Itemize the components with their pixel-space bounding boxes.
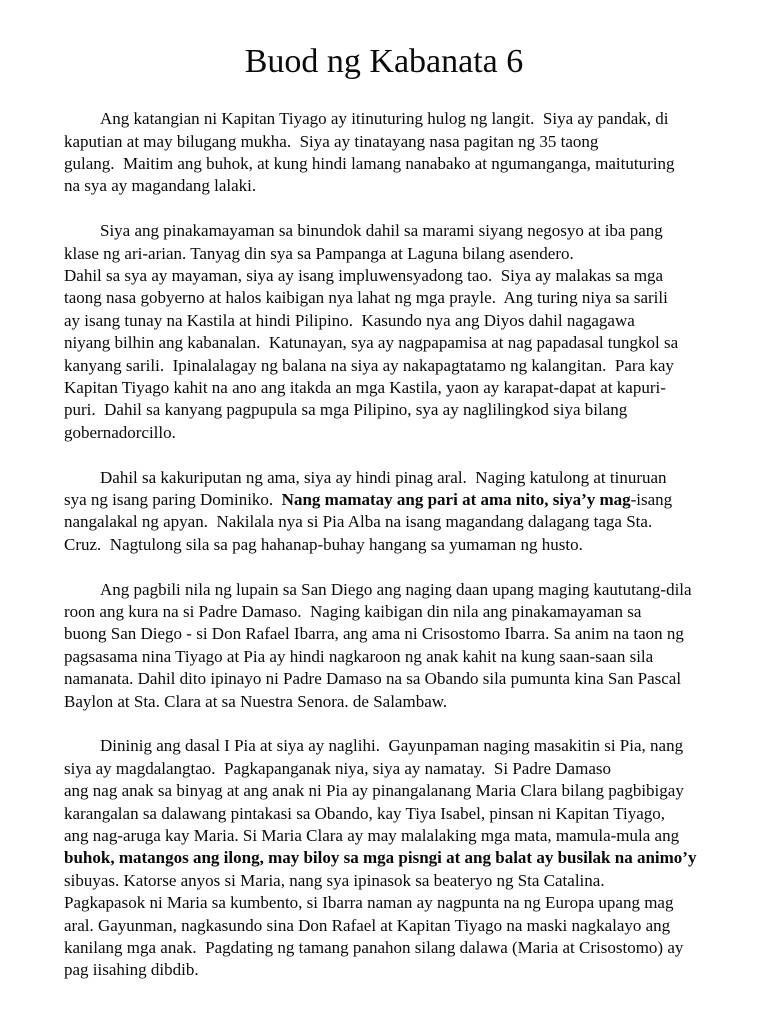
- document-body: [64, 108, 712, 982]
- text-segment: Siya ang pinakamayaman sa binundok dahil sa marami siyang negosyo at iba pang: [100, 221, 663, 241]
- text-segment: puri. Dahil sa kanyang pagpupula sa mga Pilipino, sya ay naglilingkod siya bilang: [64, 400, 628, 420]
- text-line: [64, 668, 712, 690]
- text-line: [64, 355, 712, 377]
- text-segment: karangalan sa dalawang pintakasi sa Obando, kay Tiya Isabel, pinsan ni Kapitan Tiyago,: [64, 803, 666, 823]
- bold-text-segment: buhok, matangos ang ilong, may biloy sa mga pisngi at ang balat ay busilak na animo’y: [64, 848, 697, 868]
- text-line: [64, 534, 712, 556]
- paragraph: [64, 579, 712, 713]
- paragraph: [64, 220, 712, 444]
- text-segment: siya ay magdalangtao. Pagkapanganak niya, siya ay namatay. Si Padre Damaso: [64, 758, 611, 778]
- text-line: [64, 870, 712, 892]
- paragraph: [64, 467, 712, 557]
- text-line: [64, 579, 712, 601]
- text-line: [64, 310, 712, 332]
- text-segment: Pagkapasok ni Maria sa kumbento, si Ibarra naman ay nagpunta na ng Europa upang mag: [64, 893, 674, 913]
- text-line: [64, 758, 712, 780]
- text-segment: Kapitan Tiyago kahit na ano ang itakda an mga Kastila, yaon ay karapat-dapat at kapuri-: [64, 377, 666, 397]
- text-line: [64, 601, 712, 623]
- text-line: [64, 220, 712, 242]
- text-segment: Dahil sa kakuriputan ng ama, siya ay hindi pinag aral. Naging katulong at tinuruan: [100, 467, 667, 487]
- text-segment: Dahil sa sya ay mayaman, siya ay isang impluwensyadong tao. Siya ay malakas sa mga: [64, 265, 664, 285]
- bold-text-segment: Nang mamatay ang pari at ama nito, siya’y mag: [281, 489, 631, 509]
- text-segment: nangalakal ng apyan. Nakilala nya si Pia Alba na isang magandang dalagang taga Sta.: [64, 512, 653, 532]
- document-title: Buod ng Kabanata 6: [244, 43, 524, 80]
- text-line: [64, 646, 712, 668]
- text-line: [64, 915, 712, 937]
- text-line: [64, 265, 712, 287]
- text-segment: ang nag anak sa binyag at ang anak ni Pia ay pinangalanang Maria Clara bilang pagbibigay: [64, 781, 684, 801]
- text-segment: kanyang sarili. Ipinalalagay ng balana na siya ay nakapagtatamo ng kalangitan. Para kay: [64, 355, 674, 375]
- text-segment: buong San Diego - si Don Rafael Ibarra, ang ama ni Crisostomo Ibarra. Sa anim na taon ng: [64, 624, 684, 644]
- text-line: [64, 803, 712, 825]
- text-line: [64, 825, 712, 847]
- text-segment: klase ng ari-arian. Tanyag din sya sa Pampanga at Laguna bilang asendero.: [64, 243, 574, 263]
- text-segment: gulang. Maitim ang buhok, at kung hindi lamang nanabako at ngumanganga, maituturing: [64, 153, 675, 173]
- text-segment: taong nasa gobyerno at halos kaibigan nya lahat ng mga prayle. Ang turing niya sa sarili: [64, 288, 668, 308]
- text-line: [64, 847, 712, 869]
- text-segment: kaputian at may bilugang mukha. Siya ay tinatayang nasa pagitan ng 35 taong: [64, 131, 599, 151]
- text-line: [64, 623, 712, 645]
- text-line: [64, 287, 712, 309]
- text-segment: Ang pagbili nila ng lupain sa San Diego ang naging daan upang maging kaututang-dila: [100, 579, 692, 599]
- text-segment: Cruz. Nagtulong sila sa pag hahanap-buhay hangang sa yumaman ng husto.: [64, 534, 583, 554]
- text-segment: Baylon at Sta. Clara at sa Nuestra Senora. de Salambaw.: [64, 691, 448, 711]
- text-line: [64, 780, 712, 802]
- text-line: [64, 511, 712, 533]
- text-line: [64, 153, 712, 175]
- text-segment: niyang bilhin ang kabanalan. Katunayan, sya ay nagpapamisa at nag papadasal tungkol sa: [64, 333, 679, 353]
- text-line: [64, 937, 712, 959]
- text-segment: ang nag-aruga kay Maria. Si Maria Clara ay may malalaking mga mata, mamula-mula ang: [64, 826, 680, 846]
- text-line: [64, 422, 712, 444]
- paragraph: [64, 735, 712, 981]
- paragraph: [64, 108, 712, 198]
- text-segment: pag iisahing dibdib.: [64, 960, 199, 980]
- text-segment: pagsasama nina Tiyago at Pia ay hindi nagkaroon ng anak kahit na kung saan-saan sila: [64, 646, 654, 666]
- text-segment: namanata. Dahil dito ipinayo ni Padre Damaso na sa Obando sila pumunta kina San Pascal: [64, 669, 682, 689]
- text-segment: sibuyas. Katorse anyos si Maria, nang sya ipinasok sa beateryo ng Sta Catalina.: [64, 870, 605, 890]
- text-line: [64, 467, 712, 489]
- text-line: [64, 332, 712, 354]
- text-segment: Ang katangian ni Kapitan Tiyago ay itinuturing hulog ng langit. Siya ay pandak, di: [100, 109, 669, 129]
- text-line: [64, 108, 712, 130]
- text-line: [64, 243, 712, 265]
- text-line: [64, 399, 712, 421]
- text-line: [64, 691, 712, 713]
- text-line: [64, 735, 712, 757]
- text-segment: -isang: [630, 489, 673, 509]
- text-segment: kanilang mga anak. Pagdating ng tamang panahon silang dalawa (Maria at Crisostomo) ay: [64, 938, 684, 958]
- text-segment: Dininig ang dasal I Pia at siya ay naglihi. Gayunpaman naging masakitin si Pia, nang: [100, 736, 684, 756]
- text-line: [64, 959, 712, 981]
- text-line: [64, 377, 712, 399]
- text-segment: roon ang kura na si Padre Damaso. Naging kaibigan din nila ang pinakamayaman sa: [64, 601, 642, 621]
- text-line: [64, 131, 712, 153]
- text-segment: na sya ay magandang lalaki.: [64, 176, 257, 196]
- text-segment: ay isang tunay na Kastila at hindi Pilipino. Kasundo nya ang Diyos dahil nagagawa: [64, 310, 635, 330]
- text-line: [64, 175, 712, 197]
- text-segment: sya ng isang paring Dominiko.: [64, 489, 282, 509]
- text-segment: gobernadorcillo.: [64, 422, 176, 442]
- text-segment: aral. Gayunman, nagkasundo sina Don Rafael at Kapitan Tiyago na maski nagkalayo ang: [64, 915, 671, 935]
- text-line: [64, 489, 712, 511]
- text-line: [64, 892, 712, 914]
